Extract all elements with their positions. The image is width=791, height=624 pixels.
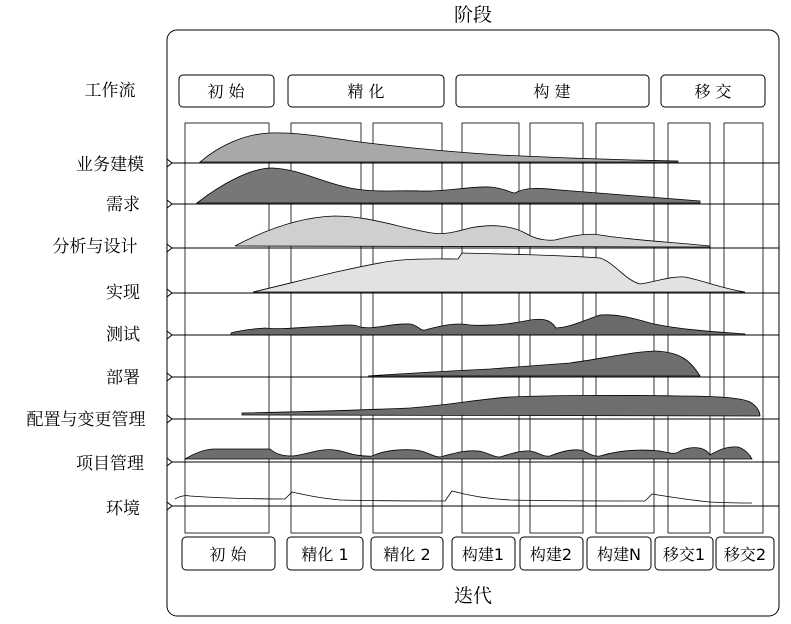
arrow-icon [167, 502, 172, 510]
iteration-label-8: 移交2 [723, 545, 767, 564]
phase-label-construction: 构 建 [533, 82, 571, 101]
phase-label-inception: 初 始 [207, 82, 245, 101]
workflow-label-implementation: 实现 [106, 283, 140, 303]
arrow-icon [167, 244, 172, 252]
workflow-label-business-modeling: 业务建模 [76, 155, 144, 175]
iteration-label-6: 构建N [597, 545, 641, 564]
effort-curves [175, 133, 760, 503]
workflow-label-analysis-design: 分析与设计 [52, 237, 138, 257]
workflow-label-deployment: 部署 [106, 368, 140, 388]
iteration-label-4: 构建1 [461, 545, 505, 564]
arrow-icon [167, 415, 172, 423]
phase-label-transition: 移 交 [694, 82, 732, 101]
curve-environment [175, 491, 752, 503]
curve-config-change [242, 395, 760, 416]
iteration-label-2: 精化 1 [301, 545, 349, 564]
workflow-label-environment: 环境 [106, 499, 140, 519]
iteration-label-7: 移交1 [662, 545, 706, 564]
workflow-header: 工作流 [84, 81, 136, 101]
workflow-label-requirements: 需求 [106, 195, 140, 215]
curve-business-modeling [200, 133, 678, 162]
arrow-icon [167, 159, 172, 167]
phase-title: 阶段 [453, 4, 493, 26]
workflow-labels [27, 155, 146, 519]
workflow-label-config-change: 配置与变更管理 [26, 410, 146, 430]
curve-analysis-design [235, 216, 710, 247]
curve-deployment [368, 351, 700, 376]
iteration-title: 迭代 [453, 585, 493, 607]
curve-implementation [253, 253, 745, 292]
curve-requirements [197, 168, 700, 203]
phase-boxes [179, 75, 765, 107]
arrow-icon [167, 331, 172, 339]
arrow-icon [167, 200, 172, 208]
iteration-label-1: 初 始 [209, 545, 247, 564]
row-arrow-markers [167, 159, 172, 510]
arrow-icon [167, 458, 172, 466]
arrow-icon [167, 289, 172, 297]
workflow-label-project-mgmt: 项目管理 [76, 454, 144, 474]
iteration-label-3: 精化 2 [383, 545, 431, 564]
outer-frame [167, 30, 779, 616]
arrow-icon [167, 373, 172, 381]
phase-label-elaboration: 精 化 [347, 82, 385, 101]
curve-project-management [185, 447, 752, 459]
iteration-label-5: 构建2 [529, 545, 573, 564]
iteration-boxes [182, 537, 774, 570]
workflow-label-test: 测试 [106, 325, 140, 345]
